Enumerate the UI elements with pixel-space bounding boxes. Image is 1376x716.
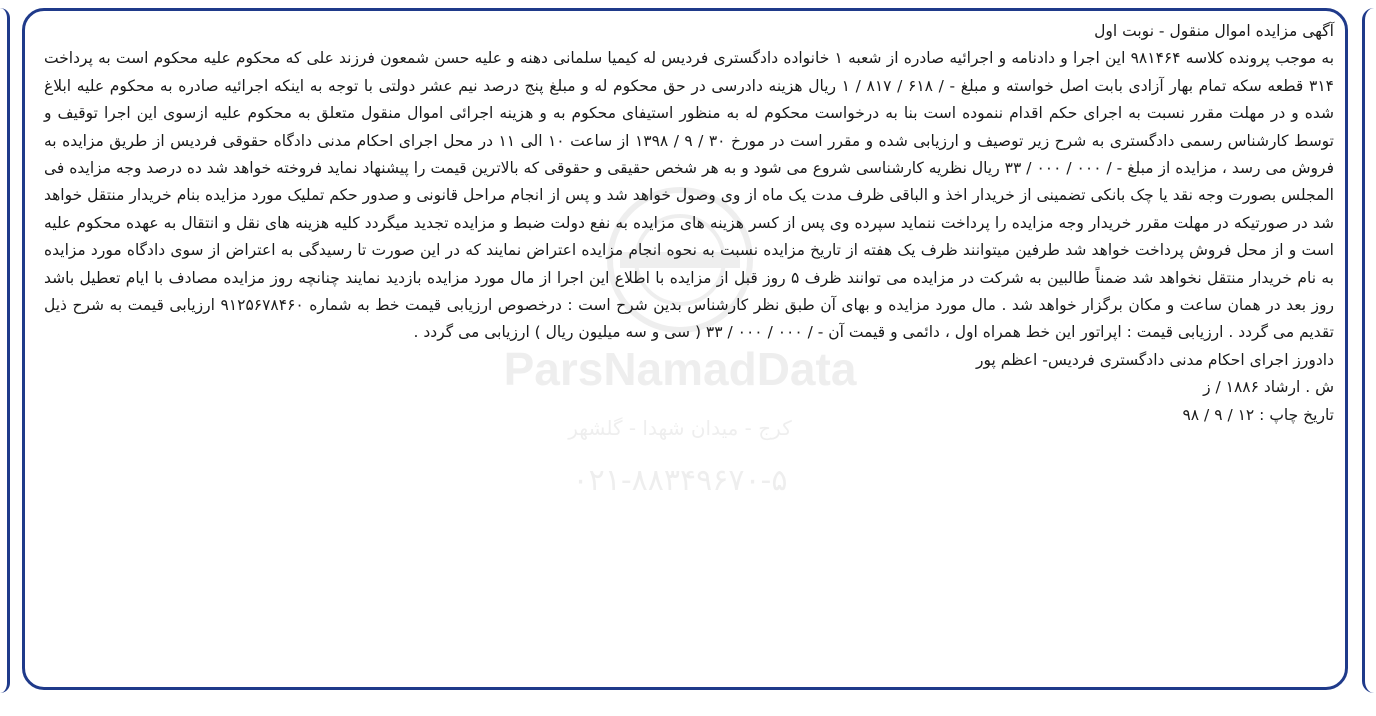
signatory-line: دادورز اجرای احکام مدنی دادگستری فردیس- اعظم پور [976, 350, 1334, 369]
notice-content [44, 18, 1334, 429]
notice-title: آگهی مزایده اموال منقول - نوبت اول [1094, 22, 1334, 40]
notice-body: به موجب پرونده کلاسه ۹۸۱۴۶۴ این اجرا و دادنامه و اجرائیه صادره از شعبه ۱ خانواده دادگستری فردیس له کیمیا سلمانی دهنه و علیه حسن شمعون فرزند علی که محکوم علیه محکوم است به پرداخت ۳۱۴ قطعه سکه تمام بهار آزادی بابت اصل خواسته و مبلغ - / ۶۱۸ / ۸۱۷ / ۱ ریال هزینه دادرسی در حق محکوم له و مبلغ پنج درصد نیم عشر دولتی با توجه به اینکه اجرائیه صادره به محکوم علیه ابلاغ شده و در مهلت مقرر نسبت به اجرای حکم اقدام ننموده است بنا به درخواست محکوم له به منظور استیفای محکوم به و هزینه اجرائی اموال منقول متعلق به محکوم علیه ازسوی این اجرا توقیف و توسط کارشناس رسمی دادگستری به شرح زیر توصیف و ارزیابی شده و مقرر است در مورخ ۳۰ / ۹ / ۱۳۹۸ از ساعت ۱۰ الی ۱۱ در محل اجرای احکام مدنی دادگاه حقوقی فردیس از طریق مزایده به فروش می رسد ، مزایده از مبلغ - / ۰۰۰ / ۰۰۰ / ۳۳ ریال نظریه کارشناسی شروع می شود و به هر شخص حقیقی و حقوقی که بالاترین قیمت را پیشنهاد نماید فروخته خواهد شد ده درصد وجه مزایده فی المجلس بصورت وجه نقد یا چک بانکی تضمینی از خریدار اخذ و الباقی ظرف مدت یک ماه از وی وصول خواهد شد و پس از انجام مراحل قانونی و صدور حکم تملیک مورد مزایده بنام خریدار منتقل خواهد شد در صورتیکه در مهلت مقرر خریدار وجه مزایده را پرداخت ننماید سپرده وی پس از کسر هزینه های مزایده به نفع دولت ضبط و مزایده تجدید میگردد کلیه هزینه های نقل و انتقال به عهده محکوم علیه است و از محل فروش پرداخت خواهد شد طرفین میتوانند ظرف یک هفته از تاریخ مزایده نسبت به نحوه انجام مزایده اعتراض نمایند که در این صورت تا رسیدگی به اعتراض از سوی دادگاه مورد مزایده به نام خریدار منتقل نخواهد شد ضمناً طالبین به شرکت در مزایده می توانند ظرف ۵ روز قبل از مزایده با اطلاع این اجرا از مال مورد مزایده بازدید نمایند چنانچه روز مزایده مصادف با ایام تعطیل باشد روز بعد در همان ساعت و مکان برگزار خواهد شد . مال مورد مزایده و بهای آن طبق نظر کارشناس بدین شرح است : درخصوص ارزیابی قیمت خط به شماره ۹۱۲۵۶۷۸۴۶۰ ارزیابی قیمت به شرح ذیل تقدیم می گردد . ارزیابی قیمت : اپراتور این خط همراه اول ، دائمی و قیمت آن - / ۰۰۰ / ۰۰۰ / ۳۳ ( سی و سه میلیون ریال ) ارزیابی می گردد . [44, 49, 1335, 342]
left-border-bracket [0, 8, 10, 693]
right-border-bracket [1362, 8, 1376, 693]
watermark-address: کرج - میدان شهدا - گلشهر [568, 416, 792, 440]
watermark-phone: ۰۲۱-۸۸۳۴۹۶۷۰-۵ [572, 463, 788, 498]
print-date: تاریخ چاپ : ۱۲ / ۹ / ۹۸ [1182, 405, 1334, 424]
irshad-number: ش . ارشاد ۱۸۸۶ / ز [1203, 378, 1334, 397]
watermark-brand: ParsNamadData [503, 343, 857, 395]
